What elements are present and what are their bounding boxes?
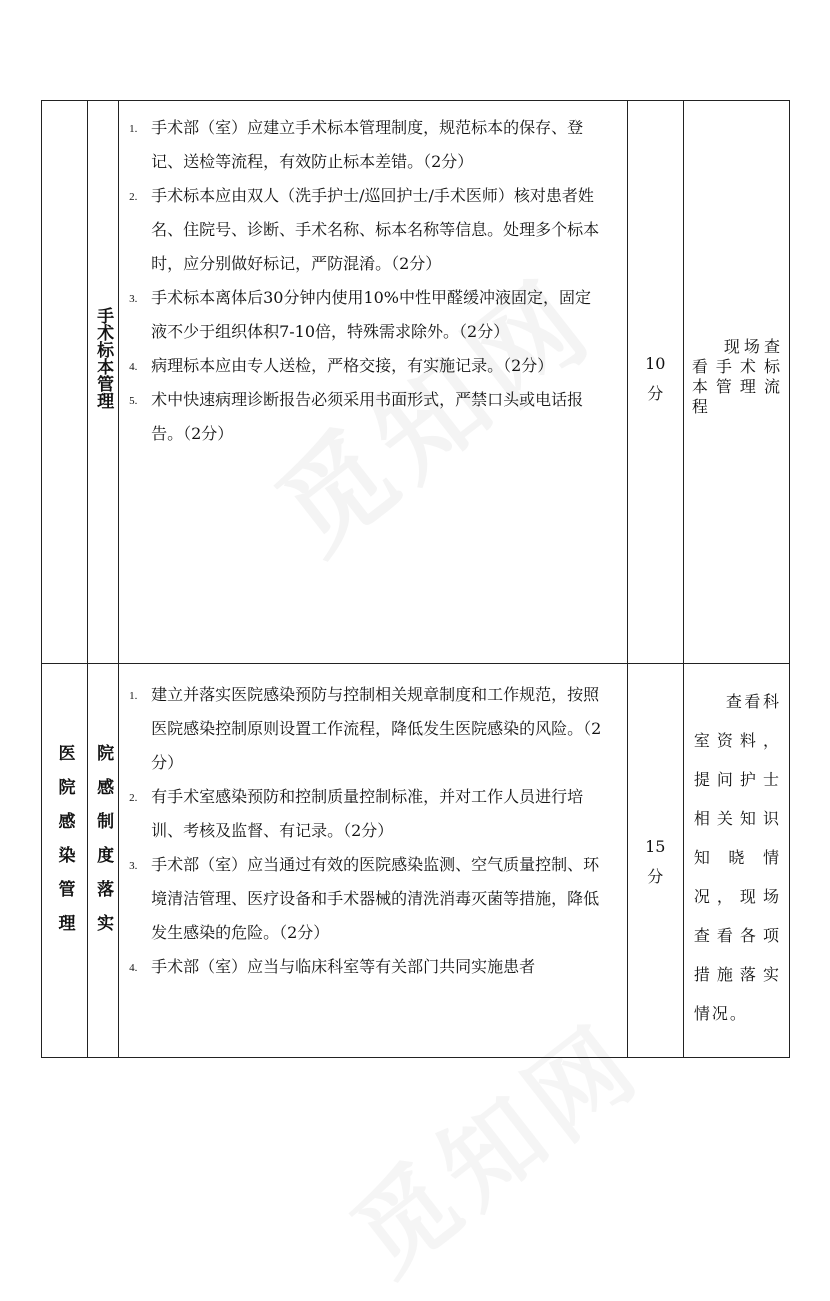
item-text: 手术部（室）应当与临床科室等有关部门共同实施患者: [151, 957, 536, 976]
score-value: 15: [645, 837, 666, 856]
item-number: 3.: [129, 293, 138, 305]
item-number: 4.: [129, 361, 138, 373]
list-item: [119, 950, 627, 984]
item-number: 1.: [129, 123, 138, 135]
item-number: 4.: [129, 962, 138, 974]
item-text: 手术部（室）应建立手术标本管理制度，规范标本的保存、登记、送检等流程，有效防止标本差错。（2分）: [151, 118, 584, 171]
score-unit: 分: [647, 384, 664, 403]
list-item: [119, 281, 627, 349]
item-number: 2.: [129, 191, 138, 203]
list-item: [119, 678, 627, 780]
subcategory-label: 院感制度落实: [93, 744, 114, 948]
item-number: 3.: [129, 860, 138, 872]
method-cell: [683, 101, 789, 664]
item-text: 手术标本离体后30分钟内使用10%中性甲醛缓冲液固定，固定液不少于组织体积7-10倍，特殊需求除外。（2分）: [151, 288, 592, 341]
item-text: 有手术室感染预防和控制质量控制标准，并对工作人员进行培训、考核及监督、有记录。（2分）: [151, 787, 584, 840]
category-cell: [42, 664, 88, 1058]
assessment-table: [41, 100, 790, 1058]
score-cell: [627, 101, 683, 664]
list-item: [119, 349, 627, 383]
table-row: [42, 664, 790, 1058]
category-cell: [42, 101, 88, 664]
category-label: 医院感染管理: [54, 744, 75, 948]
method-text: 现场查看手术标本管理流程: [691, 337, 783, 416]
list-item: [119, 111, 627, 179]
method-text: 查看科室资料，提问护士相关知识知晓情况，现场查看各项措施落实情况。: [693, 692, 781, 1023]
item-number: 2.: [129, 792, 138, 804]
item-number: 5.: [129, 395, 138, 407]
list-item: [119, 780, 627, 848]
item-text: 手术标本应由双人（洗手护士/巡回护士/手术医师）核对患者姓名、住院号、诊断、手术名称、标本名称等信息。处理多个标本时，应分别做好标记，严防混淆。（2分）: [151, 186, 600, 273]
item-text: 手术部（室）应当通过有效的医院感染监测、空气质量控制、环境清洁管理、医疗设备和手术器械的清洗消毒灭菌等措施，降低发生感染的危险。（2分）: [151, 855, 600, 942]
subcategory-cell: [88, 101, 119, 664]
method-cell: [683, 664, 789, 1058]
table-row: [42, 101, 790, 664]
score-cell: [627, 664, 683, 1058]
subcategory-cell: [88, 664, 119, 1058]
items-cell: [119, 101, 628, 664]
list-item: [119, 848, 627, 950]
score-value: 10: [645, 354, 666, 373]
score-unit: 分: [647, 867, 664, 886]
items-cell: [119, 664, 628, 1058]
item-text: 术中快速病理诊断报告必须采用书面形式，严禁口头或电话报告。（2分）: [151, 390, 584, 443]
item-text: 病理标本应由专人送检，严格交接，有实施记录。（2分）: [151, 356, 554, 375]
subcategory-label: 手术标本管理: [93, 307, 114, 409]
item-number: 1.: [129, 690, 138, 702]
item-text: 建立并落实医院感染预防与控制相关规章制度和工作规范，按照医院感染控制原则设置工作流程，降低发生医院感染的风险。（2分）: [151, 685, 602, 772]
list-item: [119, 179, 627, 281]
list-item: [119, 383, 627, 451]
